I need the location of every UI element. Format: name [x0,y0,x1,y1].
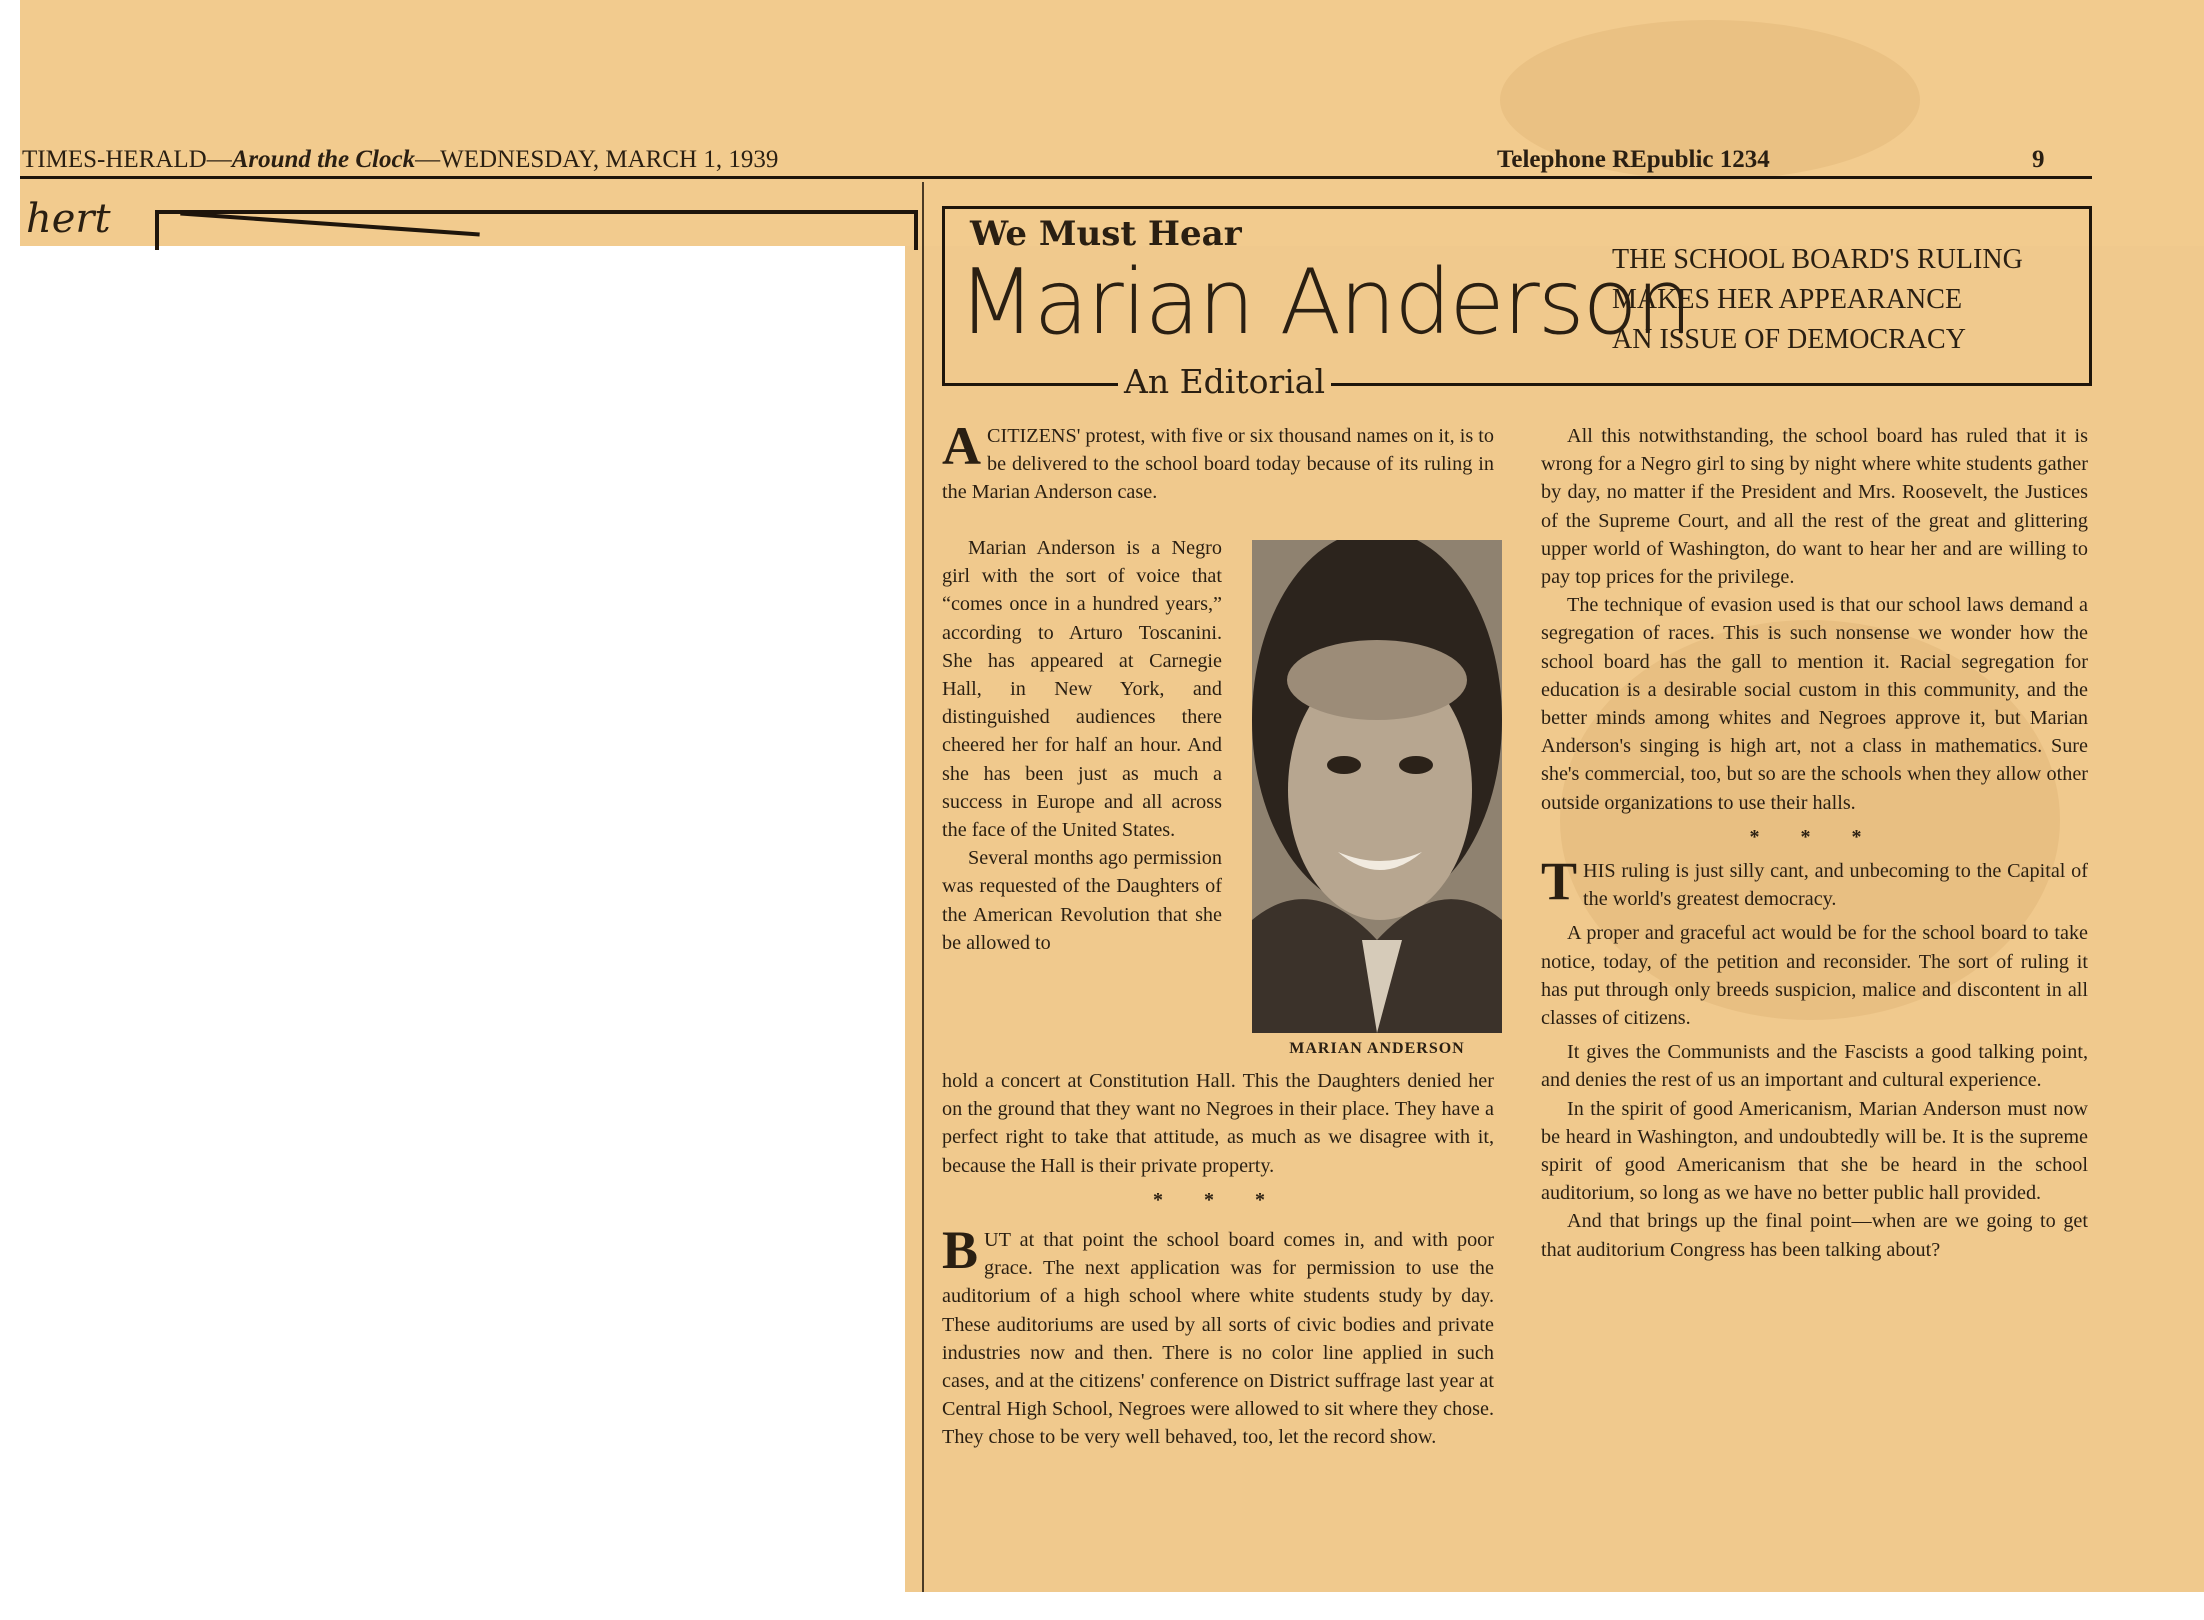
headline-name: Marian Anderson [958,250,1691,355]
masthead-dateline: TIMES-HERALD—Around the Clock—WEDNESDAY, MARCH 1, 1939 [22,146,779,173]
right-column [1541,422,2088,1264]
paragraph: In the spirit of good Americanism, Marian Anderson must now be heard in Washington, and undoubtedly will be. It is the supreme spirit of good Americanism that she be heard in the school auditorium, so long as we have no better public hall provided. [1541,1097,2088,1205]
page-number: 9 [2032,146,2045,173]
masthead-phone: Telephone REpublic 1234 [1497,146,1770,173]
paragraph: A proper and graceful act would be for the school board to take notice, today, of the petition and reconsider. The sort of ruling it has put through only breeds suspicion, malice and discontent in all classes of citizens. [1541,922,2088,1030]
deck-line: MAKES HER APPEARANCE [1612,284,1963,315]
column-divider [922,182,924,1592]
torn-away-region [0,246,905,1620]
editorial-label: An Editorial [1118,362,1331,401]
paragraph: ACITIZENS' protest, with five or six thousand names on it, is to be delivered to the school board today because of its ruling in the Marian Anderson case. [942,416,1494,504]
headline-deck [1612,240,2023,360]
paragraph: It gives the Communists and the Fascists a good talking point, and denies the rest of us an important and cultural experience. [1541,1041,2088,1092]
paragraph: Marian Anderson is a Negro girl with the sort of voice that “comes once in a hundred years,” according to Arturo Toscanini. She has appeared at Carnegie Hall, in New York, and distinguished audiences there cheered her for half an hour. And she has been just as much a success in Europe and all across the face of the United States. [942,537,1222,842]
section-break: * * * [1749,825,1880,848]
paragraph: All this notwithstanding, the school board has ruled that it is wrong for a Negro girl to sing by night where white students gather by day, no matter if the President and Mrs. Roosevelt, the Justices of the Supreme Court, and all the rest of the great and glittering upper world of Washington, do want to hear her and are willing to pay top prices for the privilege. [1541,425,2088,589]
paragraph: Several months ago permission was requested of the Daughters of the American Revolution that she be allowed to [942,847,1222,954]
photo-caption: MARIAN ANDERSON [1289,1040,1465,1057]
drop-cap: T [1541,851,1578,912]
left-column-lower [942,1067,1494,1452]
fragment-text: hert [26,196,111,242]
portrait-photo [1252,540,1502,1033]
paragraph: The technique of evasion used is that our school laws demand a segregation of races. This is such nonsense we wonder how the school board has the gall to mention it. Racial segregation for education is a desirable social custom in this community, and the better minds among whites and Negroes approve it, but Marian Anderson's singing is high art, not a class in mathematics. Sure she's commercial, too, but so are the schools when they allow other outside organizations to use their halls. [1541,594,2088,814]
left-column-lead [942,416,1494,507]
paragraph: BUT at that point the school board comes in, and with poor grace. The next application was for permission to use the auditorium of a high school where white students study by day. These auditoriums are used by all sorts of civic bodies and private industries now and then. There is no color line applied in such cases, and at the citizens' conference on District suffrage last year at Central High School, Negroes were allowed to sit where they chose. They chose to be very well behaved, too, let the record show. [942,1220,1494,1449]
clipping-bottom-edge [905,1592,2204,1620]
deck-line: AN ISSUE OF DEMOCRACY [1612,324,1966,355]
left-column-narrow [942,534,1222,957]
paragraph: THIS ruling is just silly cant, and unbecoming to the Capital of the world's greatest democracy. [1541,851,2088,912]
section-break: * * * [1153,1188,1283,1211]
masthead-rule [20,176,2092,179]
headline-kicker: We Must Hear [970,214,1242,254]
paragraph: hold a concert at Constitution Hall. This the Daughters denied her on the ground that they want no Negroes in their place. They have a perfect right to take that attitude, as much as we disagree with it, because the Hall is their private property. [942,1070,1494,1177]
paragraph: And that brings up the final point—when are we going to get that auditorium Congress has been talking about? [1541,1210,2088,1261]
drop-cap: A [942,416,981,476]
drop-cap: B [942,1220,979,1281]
fragment-box [155,210,918,250]
deck-line: THE SCHOOL BOARD'S RULING [1612,244,2023,275]
